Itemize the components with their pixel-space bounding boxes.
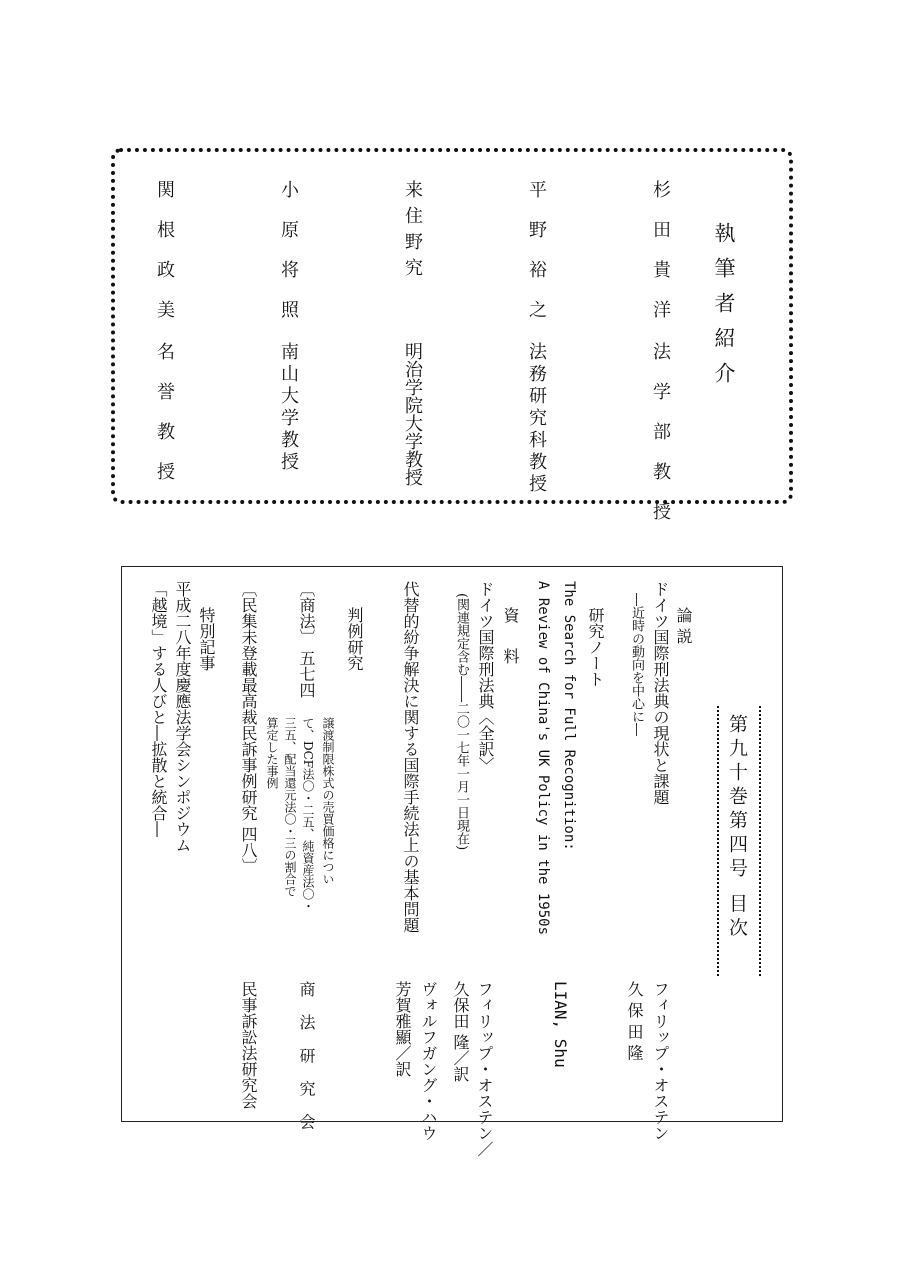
contributors-box	[111, 148, 793, 542]
contributor-name: 来住野究	[402, 180, 423, 284]
toc-entry-author: LIAN, Shu	[551, 981, 570, 1068]
toc-entry-description: 算定した事例	[265, 717, 279, 789]
section-heading-kenkyu-note: 研究ノート	[586, 607, 605, 687]
contributors-title: 執筆者紹介	[712, 222, 736, 397]
toc-entry-title: 代替的紛争解決に関する国際手続法上の基本問題	[401, 581, 420, 933]
toc-entry-subtitle: ―近時の動向を中心に―	[629, 593, 644, 736]
toc-entry-description: 譲渡制限株式の売買価格につい	[321, 717, 335, 885]
contributor-name: 杉田貴洋	[650, 180, 671, 340]
toc-entry-translator: 芳賀雅顯／訳	[393, 981, 412, 1077]
toc-entry-label: 〔商法〕 五七四	[297, 581, 316, 699]
contributor-name: 小原将照	[278, 180, 299, 340]
contributor-name: 関根政美	[154, 180, 175, 340]
toc-entry-title: ドイツ国際刑法典〈全訳〉	[476, 581, 495, 773]
toc-entry-translator: ヴォルフガング・ハウ	[419, 981, 438, 1141]
toc-entry-author: 民事訴訟法研究会	[239, 981, 258, 1109]
contributor-affiliation: 明治学院大学教授	[402, 342, 423, 486]
toc-entry-title: 平成二八年度慶應法学会シンポジウム	[173, 581, 192, 853]
contributor-name: 平野裕之	[526, 180, 547, 340]
issue-title: 第九十巻第四号 目次	[726, 714, 748, 942]
toc-entry-author: フィリップ・オステン	[651, 981, 670, 1141]
toc-entry-title: ドイツ国際刑法典の現状と課題	[651, 581, 670, 805]
section-heading-shiryo: 資 料	[501, 607, 520, 675]
contributor-affiliation: 法学部教授	[650, 342, 671, 542]
toc-entry-author: 久 保 田 隆	[625, 981, 644, 1061]
table-of-contents	[121, 566, 783, 1157]
toc-entry-subtitle: 「越境」する人びと―拡散と統合―	[149, 581, 168, 837]
toc-entry-title: A Review of China's UK Policy in the 1950s	[535, 581, 551, 936]
toc-entry-label: 〔民集未登載最高裁民訴事例研究 四八〕	[239, 581, 258, 875]
toc-entry-title: The Search for Full Recognition:	[561, 581, 577, 851]
toc-entry-description: て、DCF法〇・二五、純資産法〇・	[301, 717, 315, 913]
toc-entry-subtitle: (関連規定含む――二〇一七年一月一日現在)	[454, 593, 469, 851]
contributor-affiliation: 名誉教授	[154, 342, 175, 502]
section-heading-ronsetsu: 論 説	[674, 607, 693, 645]
section-heading-hanrei: 判例研究	[345, 607, 364, 671]
toc-entry-description: 三五、配当還元法〇・三の割合で	[283, 717, 297, 897]
section-heading-tokubetsu: 特別記事	[197, 607, 216, 671]
contributor-affiliation: 南山大学教授	[278, 342, 299, 474]
toc-entry-translator: フィリップ・オステン／	[475, 981, 494, 1157]
toc-entry-translator: 久保田 隆／訳	[451, 981, 470, 1083]
toc-entry-author: 商 法 研 究 会	[297, 981, 316, 1136]
contributor-affiliation: 法務研究科教授	[526, 342, 547, 496]
